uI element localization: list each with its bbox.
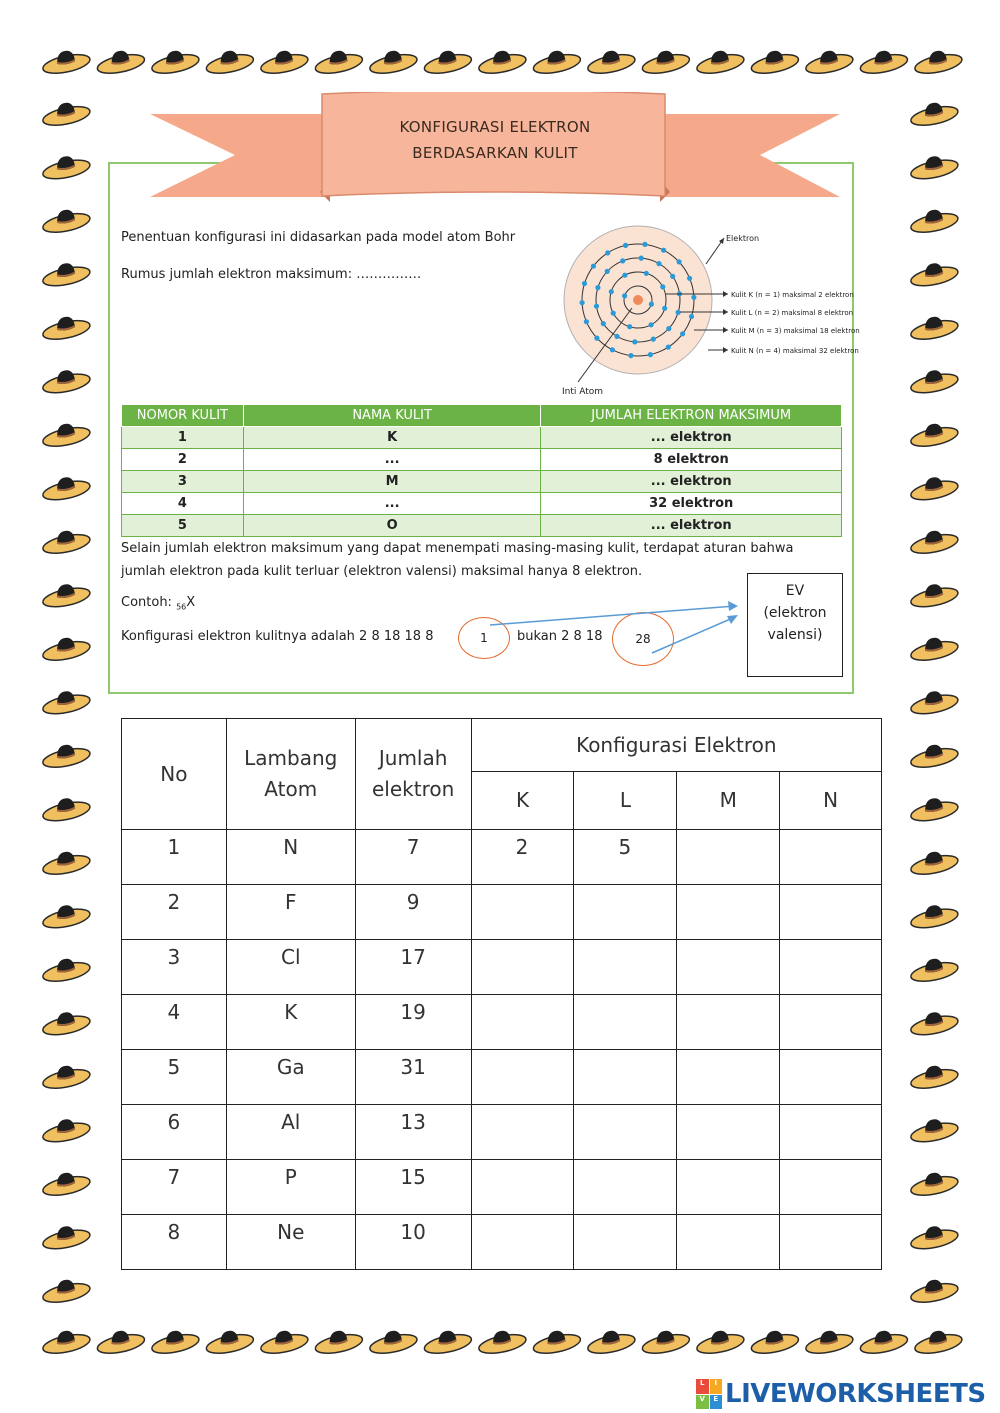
liveworksheets-footer [696, 1378, 986, 1410]
hat-icon [259, 49, 309, 77]
header-jumlah-line1: Jumlah [378, 746, 448, 770]
row-electrons: 9 [355, 885, 471, 940]
row-symbol: Al [226, 1105, 355, 1160]
hat-icon [41, 208, 91, 236]
header-lambang [226, 719, 355, 830]
row-symbol: F [226, 885, 355, 940]
header-lambang-line2: Atom [264, 777, 318, 801]
hat-icon [641, 49, 691, 77]
hat-icon [41, 101, 91, 129]
table-row [122, 1160, 882, 1215]
table-cell: 4 [122, 493, 244, 515]
electron-dot [676, 310, 681, 315]
hat-icon [586, 1329, 636, 1357]
hat-icon [909, 1064, 959, 1092]
hat-icon [41, 422, 91, 450]
hat-icon [909, 743, 959, 771]
header-jumlah [355, 719, 471, 830]
electron-dot [689, 314, 694, 319]
electron-dot [660, 284, 665, 289]
row-symbol: K [226, 995, 355, 1050]
header-no-label: No [160, 761, 188, 786]
hat-icon [909, 262, 959, 290]
electron-dot [680, 331, 685, 336]
hat-icon [41, 369, 91, 397]
nucleus-label: Inti Atom [562, 387, 604, 397]
hat-icon [41, 155, 91, 183]
electron-dot [666, 345, 671, 350]
exercise-table-body [122, 830, 882, 1270]
hat-icon [41, 850, 91, 878]
row-electrons: 15 [355, 1160, 471, 1215]
shell-capacity-table [121, 404, 842, 537]
electron-dot [639, 256, 644, 261]
table-row [122, 940, 882, 995]
row-symbol: P [226, 1160, 355, 1215]
answer-k[interactable] [471, 1160, 574, 1215]
electron-dot [648, 352, 653, 357]
answer-l[interactable] [574, 1105, 677, 1160]
table-row [122, 515, 842, 537]
answer-l[interactable] [574, 940, 677, 995]
answer-k[interactable] [471, 1050, 574, 1105]
electron-dot [620, 258, 625, 263]
hat-icon [859, 49, 909, 77]
hat-icon [909, 101, 959, 129]
hat-icon [909, 904, 959, 932]
electron-dot [594, 304, 599, 309]
table-cell: M [243, 471, 541, 493]
hat-icon [909, 1118, 959, 1146]
example-label [121, 595, 195, 612]
logo-letter: V [696, 1395, 709, 1410]
hat-icon [41, 1329, 91, 1357]
logo-letter: E [710, 1395, 723, 1410]
hat-icon [205, 49, 255, 77]
hat-icon [477, 1329, 527, 1357]
hat-icon [909, 583, 959, 611]
bohr-atom-diagram [548, 222, 878, 402]
table-cell: ... [243, 493, 541, 515]
example-symbol: X [186, 595, 196, 610]
answer-k[interactable] [471, 995, 574, 1050]
ev-line-3: valensi) [767, 627, 823, 643]
table-row [122, 1050, 882, 1105]
table-cell: O [243, 515, 541, 537]
shell-table-header-row [122, 405, 842, 427]
hat-icon [96, 1329, 146, 1357]
electron-dot [622, 273, 627, 278]
circle-value: 1 [480, 631, 488, 645]
hat-icon [909, 957, 959, 985]
answer-n[interactable] [780, 995, 882, 1050]
answer-n[interactable] [780, 940, 882, 995]
electron-dot [670, 274, 675, 279]
ev-line-1: EV [785, 583, 805, 599]
electron-dot [609, 289, 614, 294]
electron-dot [677, 259, 682, 264]
electron-dot [584, 319, 589, 324]
circle-value: 28 [635, 632, 651, 646]
header-no [122, 719, 227, 830]
electron-dot [605, 269, 610, 274]
row-no: 8 [122, 1215, 227, 1270]
table-row [122, 830, 882, 885]
electron-dot [642, 242, 647, 247]
hat-icon [909, 1011, 959, 1039]
example-subscript: 56 [176, 602, 187, 612]
answer-l[interactable] [574, 885, 677, 940]
hat-icon [259, 1329, 309, 1357]
hat-icon [909, 369, 959, 397]
row-no: 5 [122, 1050, 227, 1105]
electron-dot [611, 311, 616, 316]
header-shell-n: N [780, 772, 882, 830]
hat-icon [909, 636, 959, 664]
electron-dot [614, 334, 619, 339]
hat-icon [586, 49, 636, 77]
page-title [330, 114, 660, 166]
shell-label-n: Kulit N (n = 4) maksimal 32 elektron [731, 347, 859, 355]
electron-dot [580, 300, 585, 305]
ev-line-2: (elektron [763, 605, 827, 621]
config-example-text: Konfigurasi elektron kulitnya adalah 2 8 18 18 8 [121, 629, 434, 644]
electron-dot [628, 353, 633, 358]
table-row [122, 449, 842, 471]
row-electrons: 19 [355, 995, 471, 1050]
hat-icon [909, 1225, 959, 1253]
header-nomor-kulit: NOMOR KULIT [122, 405, 244, 427]
electron-dot [610, 347, 615, 352]
row-symbol: N [226, 830, 355, 885]
table-cell: 2 [122, 449, 244, 471]
valence-electron-box [747, 573, 843, 677]
answer-l[interactable] [574, 1160, 677, 1215]
bukan-text: bukan 2 8 18 [517, 629, 603, 644]
answer-l[interactable] [574, 995, 677, 1050]
header-shell-k: K [471, 772, 574, 830]
hat-icon [909, 529, 959, 557]
hat-icon [41, 743, 91, 771]
electron-dot [627, 324, 632, 329]
hat-icon [804, 1329, 854, 1357]
hat-icon [695, 49, 745, 77]
answer-m[interactable] [677, 1105, 780, 1160]
electron-dot [661, 248, 666, 253]
hat-icon [96, 49, 146, 77]
hat-icon [750, 49, 800, 77]
answer-m[interactable] [677, 995, 780, 1050]
row-symbol: Ga [226, 1050, 355, 1105]
table-row [122, 471, 842, 493]
hat-icon [532, 49, 582, 77]
hat-icon [41, 315, 91, 343]
title-line-2: BERDASARKAN KULIT [412, 144, 578, 162]
valence-rule-text: Selain jumlah elektron maksimum yang dapat menempati masing-masing kulit, terdapat aturan bahwa jumlah elektron pada kulit terluar (elektron valensi) maksimal hanya 8 elektron. [121, 541, 794, 579]
row-no: 1 [122, 830, 227, 885]
electron-label: Elektron [726, 234, 760, 243]
table-cell: 32 elektron [541, 493, 842, 515]
answer-m[interactable] [677, 830, 780, 885]
logo-letter: L [696, 1379, 709, 1394]
header-shell-m: M [677, 772, 780, 830]
answer-n[interactable] [780, 1050, 882, 1105]
hat-icon [423, 1329, 473, 1357]
exercise-header-row [122, 719, 882, 772]
hat-icon [41, 1278, 91, 1306]
electron-dot [644, 271, 649, 276]
hat-icon [150, 1329, 200, 1357]
row-no: 2 [122, 885, 227, 940]
hat-icon [41, 1225, 91, 1253]
hat-icon [532, 1329, 582, 1357]
answer-m[interactable] [677, 1215, 780, 1270]
electron-dot [651, 337, 656, 342]
electron-dot [594, 336, 599, 341]
answer-k[interactable] [471, 1105, 574, 1160]
answer-k[interactable]: 2 [471, 830, 574, 885]
shell-label-k: Kulit K (n = 1) maksimal 2 elektron [731, 291, 854, 299]
hat-icon [804, 49, 854, 77]
answer-n[interactable] [780, 830, 882, 885]
electron-dot [622, 293, 627, 298]
table-cell: 3 [122, 471, 244, 493]
table-row [122, 885, 882, 940]
hat-icon [41, 476, 91, 504]
electron-dot [623, 243, 628, 248]
electron-dot [582, 281, 587, 286]
hat-icon [909, 155, 959, 183]
electron-dot [595, 285, 600, 290]
header-lambang-line1: Lambang [244, 746, 338, 770]
hat-icon [423, 49, 473, 77]
header-shell-l: L [574, 772, 677, 830]
table-row [122, 427, 842, 449]
hat-icon [314, 49, 364, 77]
row-electrons: 7 [355, 830, 471, 885]
hat-icon [41, 957, 91, 985]
hat-icon [641, 1329, 691, 1357]
electron-dot [662, 306, 667, 311]
hat-icon [913, 49, 963, 77]
table-cell: ... elektron [541, 515, 842, 537]
answer-n[interactable] [780, 1160, 882, 1215]
row-symbol: Ne [226, 1215, 355, 1270]
hat-icon [909, 208, 959, 236]
logo-letter: I [710, 1379, 723, 1394]
header-jumlah-elektron: JUMLAH ELEKTRON MAKSIMUM [541, 405, 842, 427]
electron-dot [591, 264, 596, 269]
row-electrons: 10 [355, 1215, 471, 1270]
hat-icon [695, 1329, 745, 1357]
hat-icon [913, 1329, 963, 1357]
hat-icon [368, 49, 418, 77]
table-cell: K [243, 427, 541, 449]
hat-icon [41, 797, 91, 825]
formula-prompt: Rumus jumlah elektron maksimum: …………… [121, 267, 422, 282]
answer-k[interactable] [471, 940, 574, 995]
hat-icon [314, 1329, 364, 1357]
table-cell: 5 [122, 515, 244, 537]
bohr-intro-text: Penentuan konfigurasi ini didasarkan pada model atom Bohr [121, 230, 516, 245]
electron-dot [605, 250, 610, 255]
hat-icon [859, 1329, 909, 1357]
header-nama-kulit: NAMA KULIT [243, 405, 541, 427]
answer-l[interactable] [574, 1050, 677, 1105]
hat-icon [41, 1171, 91, 1199]
row-electrons: 31 [355, 1050, 471, 1105]
row-electrons: 17 [355, 940, 471, 995]
answer-k[interactable] [471, 885, 574, 940]
header-jumlah-line2: elektron [372, 777, 455, 801]
hat-icon [750, 1329, 800, 1357]
table-cell: 1 [122, 427, 244, 449]
hat-icon [41, 262, 91, 290]
example-prefix: Contoh: [121, 595, 177, 610]
answer-n[interactable] [780, 1105, 882, 1160]
pointer-arrows [480, 595, 750, 675]
exercise-table [121, 718, 882, 1270]
answer-l[interactable]: 5 [574, 830, 677, 885]
answer-n[interactable] [780, 1215, 882, 1270]
hat-icon [41, 690, 91, 718]
table-cell: ... [243, 449, 541, 471]
hat-icon [41, 1118, 91, 1146]
table-cell: 8 elektron [541, 449, 842, 471]
hat-icon [909, 1171, 959, 1199]
hat-icon [41, 1064, 91, 1092]
table-row [122, 493, 842, 515]
answer-m[interactable] [677, 1160, 780, 1215]
electron-dot [666, 326, 671, 331]
electron-dot [656, 261, 661, 266]
hat-icon [909, 690, 959, 718]
header-konfigurasi: Konfigurasi Elektron [471, 719, 881, 772]
row-electrons: 13 [355, 1105, 471, 1160]
answer-n[interactable] [780, 885, 882, 940]
hat-icon [368, 1329, 418, 1357]
liveworksheets-logo-icon [696, 1379, 722, 1409]
hat-icon [909, 476, 959, 504]
shell-label-m: Kulit M (n = 3) maksimal 18 elektron [731, 327, 860, 335]
row-no: 7 [122, 1160, 227, 1215]
table-cell: ... elektron [541, 471, 842, 493]
answer-m[interactable] [677, 1050, 780, 1105]
hat-icon [41, 529, 91, 557]
hat-icon [41, 904, 91, 932]
hat-icon [41, 49, 91, 77]
table-cell: ... elektron [541, 427, 842, 449]
row-symbol: Cl [226, 940, 355, 995]
electron-dot [687, 276, 692, 281]
brand-name: LIVEWORKSHEETS [725, 1379, 986, 1409]
row-no: 3 [122, 940, 227, 995]
hat-icon [909, 315, 959, 343]
answer-m[interactable] [677, 885, 780, 940]
hat-icon [150, 49, 200, 77]
electron-dot [649, 322, 654, 327]
hat-icon [205, 1329, 255, 1357]
answer-m[interactable] [677, 940, 780, 995]
electron-dot [691, 295, 696, 300]
electron-dot [601, 321, 606, 326]
hat-icon [41, 636, 91, 664]
hat-icon [909, 422, 959, 450]
electron-dot [632, 339, 637, 344]
table-row [122, 1215, 882, 1270]
answer-l[interactable] [574, 1215, 677, 1270]
hat-icon [41, 1011, 91, 1039]
hat-icon [909, 850, 959, 878]
electron-dot [649, 302, 654, 307]
nucleus-icon [633, 295, 643, 305]
table-row [122, 1105, 882, 1160]
hat-icon [909, 1278, 959, 1306]
row-no: 4 [122, 995, 227, 1050]
row-no: 6 [122, 1105, 227, 1160]
shell-label-l: Kulit L (n = 2) maksimal 8 elektron [731, 309, 854, 317]
hat-icon [909, 797, 959, 825]
title-line-1: KONFIGURASI ELEKTRON [399, 118, 591, 136]
hat-icon [41, 583, 91, 611]
table-row [122, 995, 882, 1050]
answer-k[interactable] [471, 1215, 574, 1270]
hat-icon [477, 49, 527, 77]
